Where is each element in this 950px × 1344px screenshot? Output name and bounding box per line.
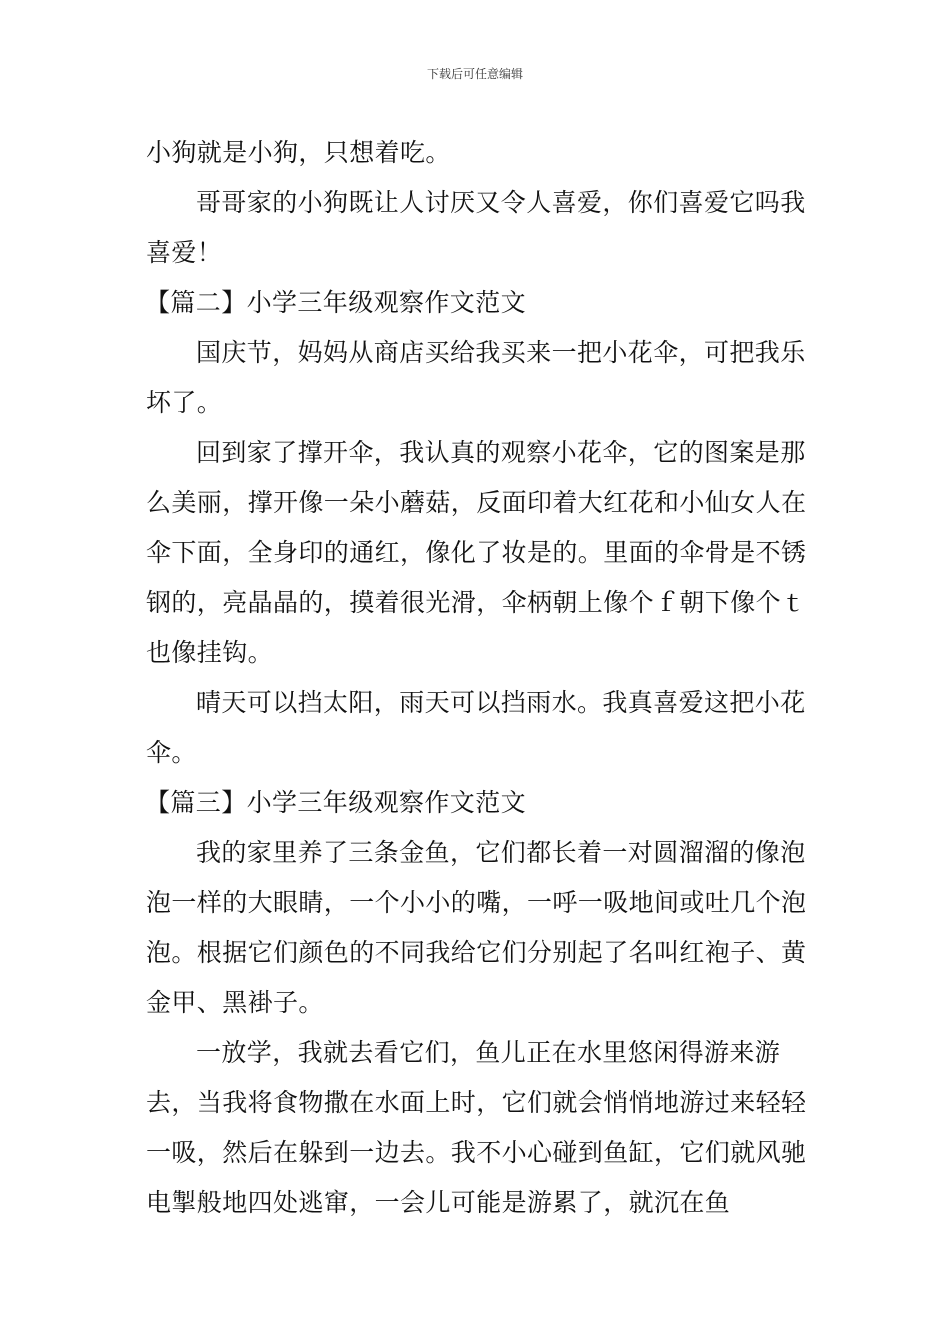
paragraph: 我的家里养了三条金鱼，它们都长着一对圆溜溜的像泡泡一样的大眼睛，一个小小的嘴，一呼一吸地间或吐几个泡泡。根据它们颜色的不同我给它们分别起了名叫红袍子、黄金甲、黑褂子。 [146, 838, 807, 1017]
section-heading-part-three: 【篇三】小学三年级观察作文范文 [145, 788, 527, 817]
paragraph: 国庆节，妈妈从商店买给我买来一把小花伞，可把我乐坏了。 [146, 338, 806, 417]
paragraph: 晴天可以挡太阳，雨天可以挡雨水。我真喜爱这把小花伞。 [146, 688, 806, 767]
document-body [146, 128, 810, 1228]
paragraph: 哥哥家的小狗既让人讨厌又令人喜爱，你们喜爱它吗我喜爱！ [146, 188, 806, 267]
section-heading-part-two: 【篇二】小学三年级观察作文范文 [145, 288, 527, 317]
page-header-note: 下载后可任意编辑 [426, 67, 523, 81]
paragraph-continuation: 小狗就是小狗，只想着吃。 [146, 138, 451, 167]
paragraph: 一放学，我就去看它们，鱼儿正在水里悠闲得游来游去，当我将食物撒在水面上时，它们就会悄悄地游过来轻轻一吸，然后在躲到一边去。我不小心碰到鱼缸，它们就风驰电掣般地四处逃窜，一会儿可能是游累了，就沉在鱼 [146, 1038, 807, 1217]
paragraph: 回到家了撑开伞，我认真的观察小花伞，它的图案是那么美丽，撑开像一朵小蘑菇，反面印着大红花和小仙女人在伞下面，全身印的通红，像化了妆是的。里面的伞骨是不锈钢的，亮晶晶的，摸着很光滑，伞柄朝上像个ｆ朝下像个ｔ也像挂钩。 [146, 438, 807, 667]
